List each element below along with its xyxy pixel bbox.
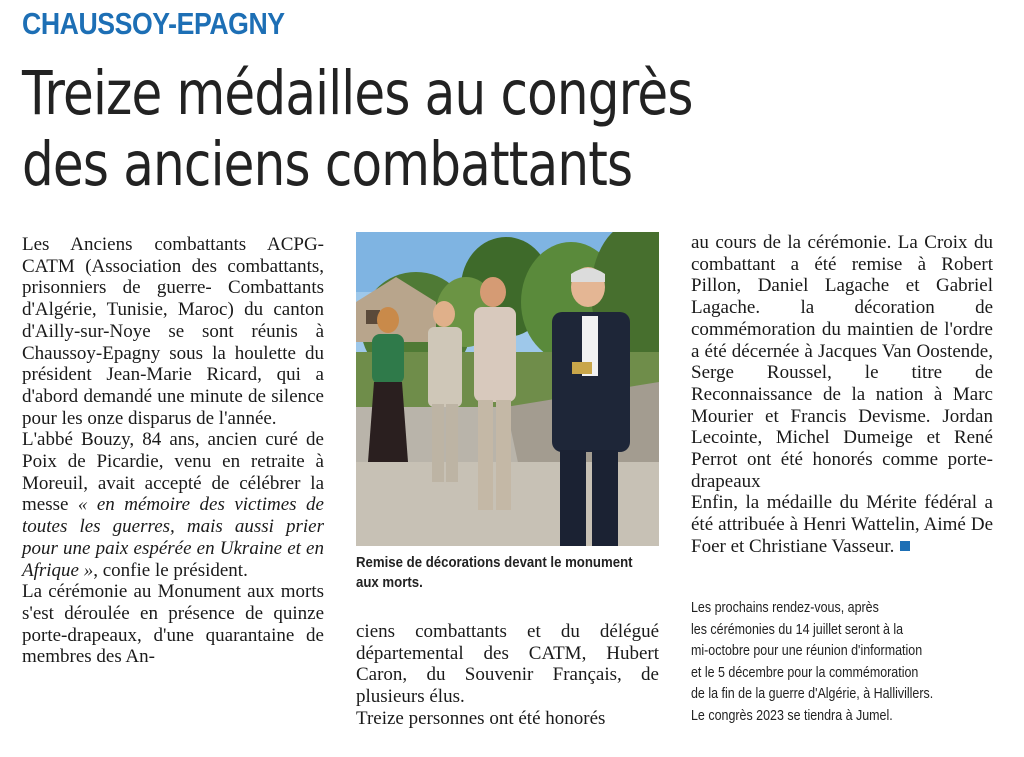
quote-text: « en mémoire des victimes de toutes les guerres, mais aussi prier pour une paix espérée en Ukraine et en Afrique » xyxy=(22,494,324,581)
paragraph-honored: Treize personnes ont été honorés xyxy=(356,707,606,729)
headline-line-2: des anciens combattants xyxy=(22,129,633,200)
note-line: et le 5 décembre pour la commémoration xyxy=(691,664,919,681)
paragraph-merit xyxy=(691,492,993,557)
note-line: Les prochains rendez-vous, après xyxy=(691,600,879,616)
paragraph-mass xyxy=(22,429,324,581)
headline-line-1: Treize médailles au congrès xyxy=(22,58,693,129)
paragraph-intro: Les Anciens combattants ACPG-CATM (Association des combattants, prisonniers de guerre- Combattants d'Algérie, Tunisie, Maroc) du canton d'Ailly-sur-Noye se sont réunis à Chaussoy-Epagny sous la houlette du président Jean-Marie Ricard, qui a d'abord demandé une minute de silence pour les onze disparus de l'année. xyxy=(22,234,324,429)
article-column-3 xyxy=(691,232,993,558)
photo-caption: Remise de décorations devant le monument aux morts. xyxy=(356,554,633,591)
paragraph-ceremony: La cérémonie au Monument aux morts s'est déroulée en présence de quinze porte-drapeaux, d'une quarantaine de membres des An- xyxy=(22,581,324,668)
ceremony-photo xyxy=(356,232,659,546)
note-line: de la fin de la guerre d'Algérie, à Hallivillers. xyxy=(691,686,934,703)
note-line: mi-octobre pour une réunion d'information xyxy=(691,643,923,660)
mass-text-end: , confie le président. xyxy=(93,559,248,581)
end-of-article-mark xyxy=(900,541,910,551)
mass-text: L'abbé Bouzy, 84 ans, ancien curé de Poix de Picardie, venu en retraite à Moreuil, avait accepté de célébrer la messe xyxy=(22,429,324,516)
article-column-1 xyxy=(22,234,324,668)
headline xyxy=(22,58,693,200)
paragraph-officials: ciens combattants et du délégué départemental des CATM, Hubert Caron, du Souvenir Français, de plusieurs élus. xyxy=(356,621,659,708)
upcoming-events-note xyxy=(691,598,983,728)
note-line: les cérémonies du 14 juillet seront à la xyxy=(691,621,904,638)
note-line: Le congrès 2023 se tiendra à Jumel. xyxy=(691,707,893,724)
section-kicker: CHAUSSOY-EPAGNY xyxy=(22,6,285,41)
article-column-2 xyxy=(356,621,659,730)
paragraph-awards: au cours de la cérémonie. La Croix du combattant a été remise à Robert Pillon, Daniel Lagache et Gabriel Lagache. la décoration de commémoration du maintien de l'ordre a été décernée à Jacques Van Oostende, Serge Roussel, le titre de Reconnaissance de la nation à Marc Mourier et Francis Devisme. Jordan Lecointe, Michel Dumeige et René Perrot ont été honorés comme porte-drapeaux xyxy=(691,232,993,492)
merit-text: Enfin, la médaille du Mérite fédéral a été attribuée à Henri Wattelin, Aimé De Foer et Christiane Vasseur. xyxy=(691,492,993,557)
